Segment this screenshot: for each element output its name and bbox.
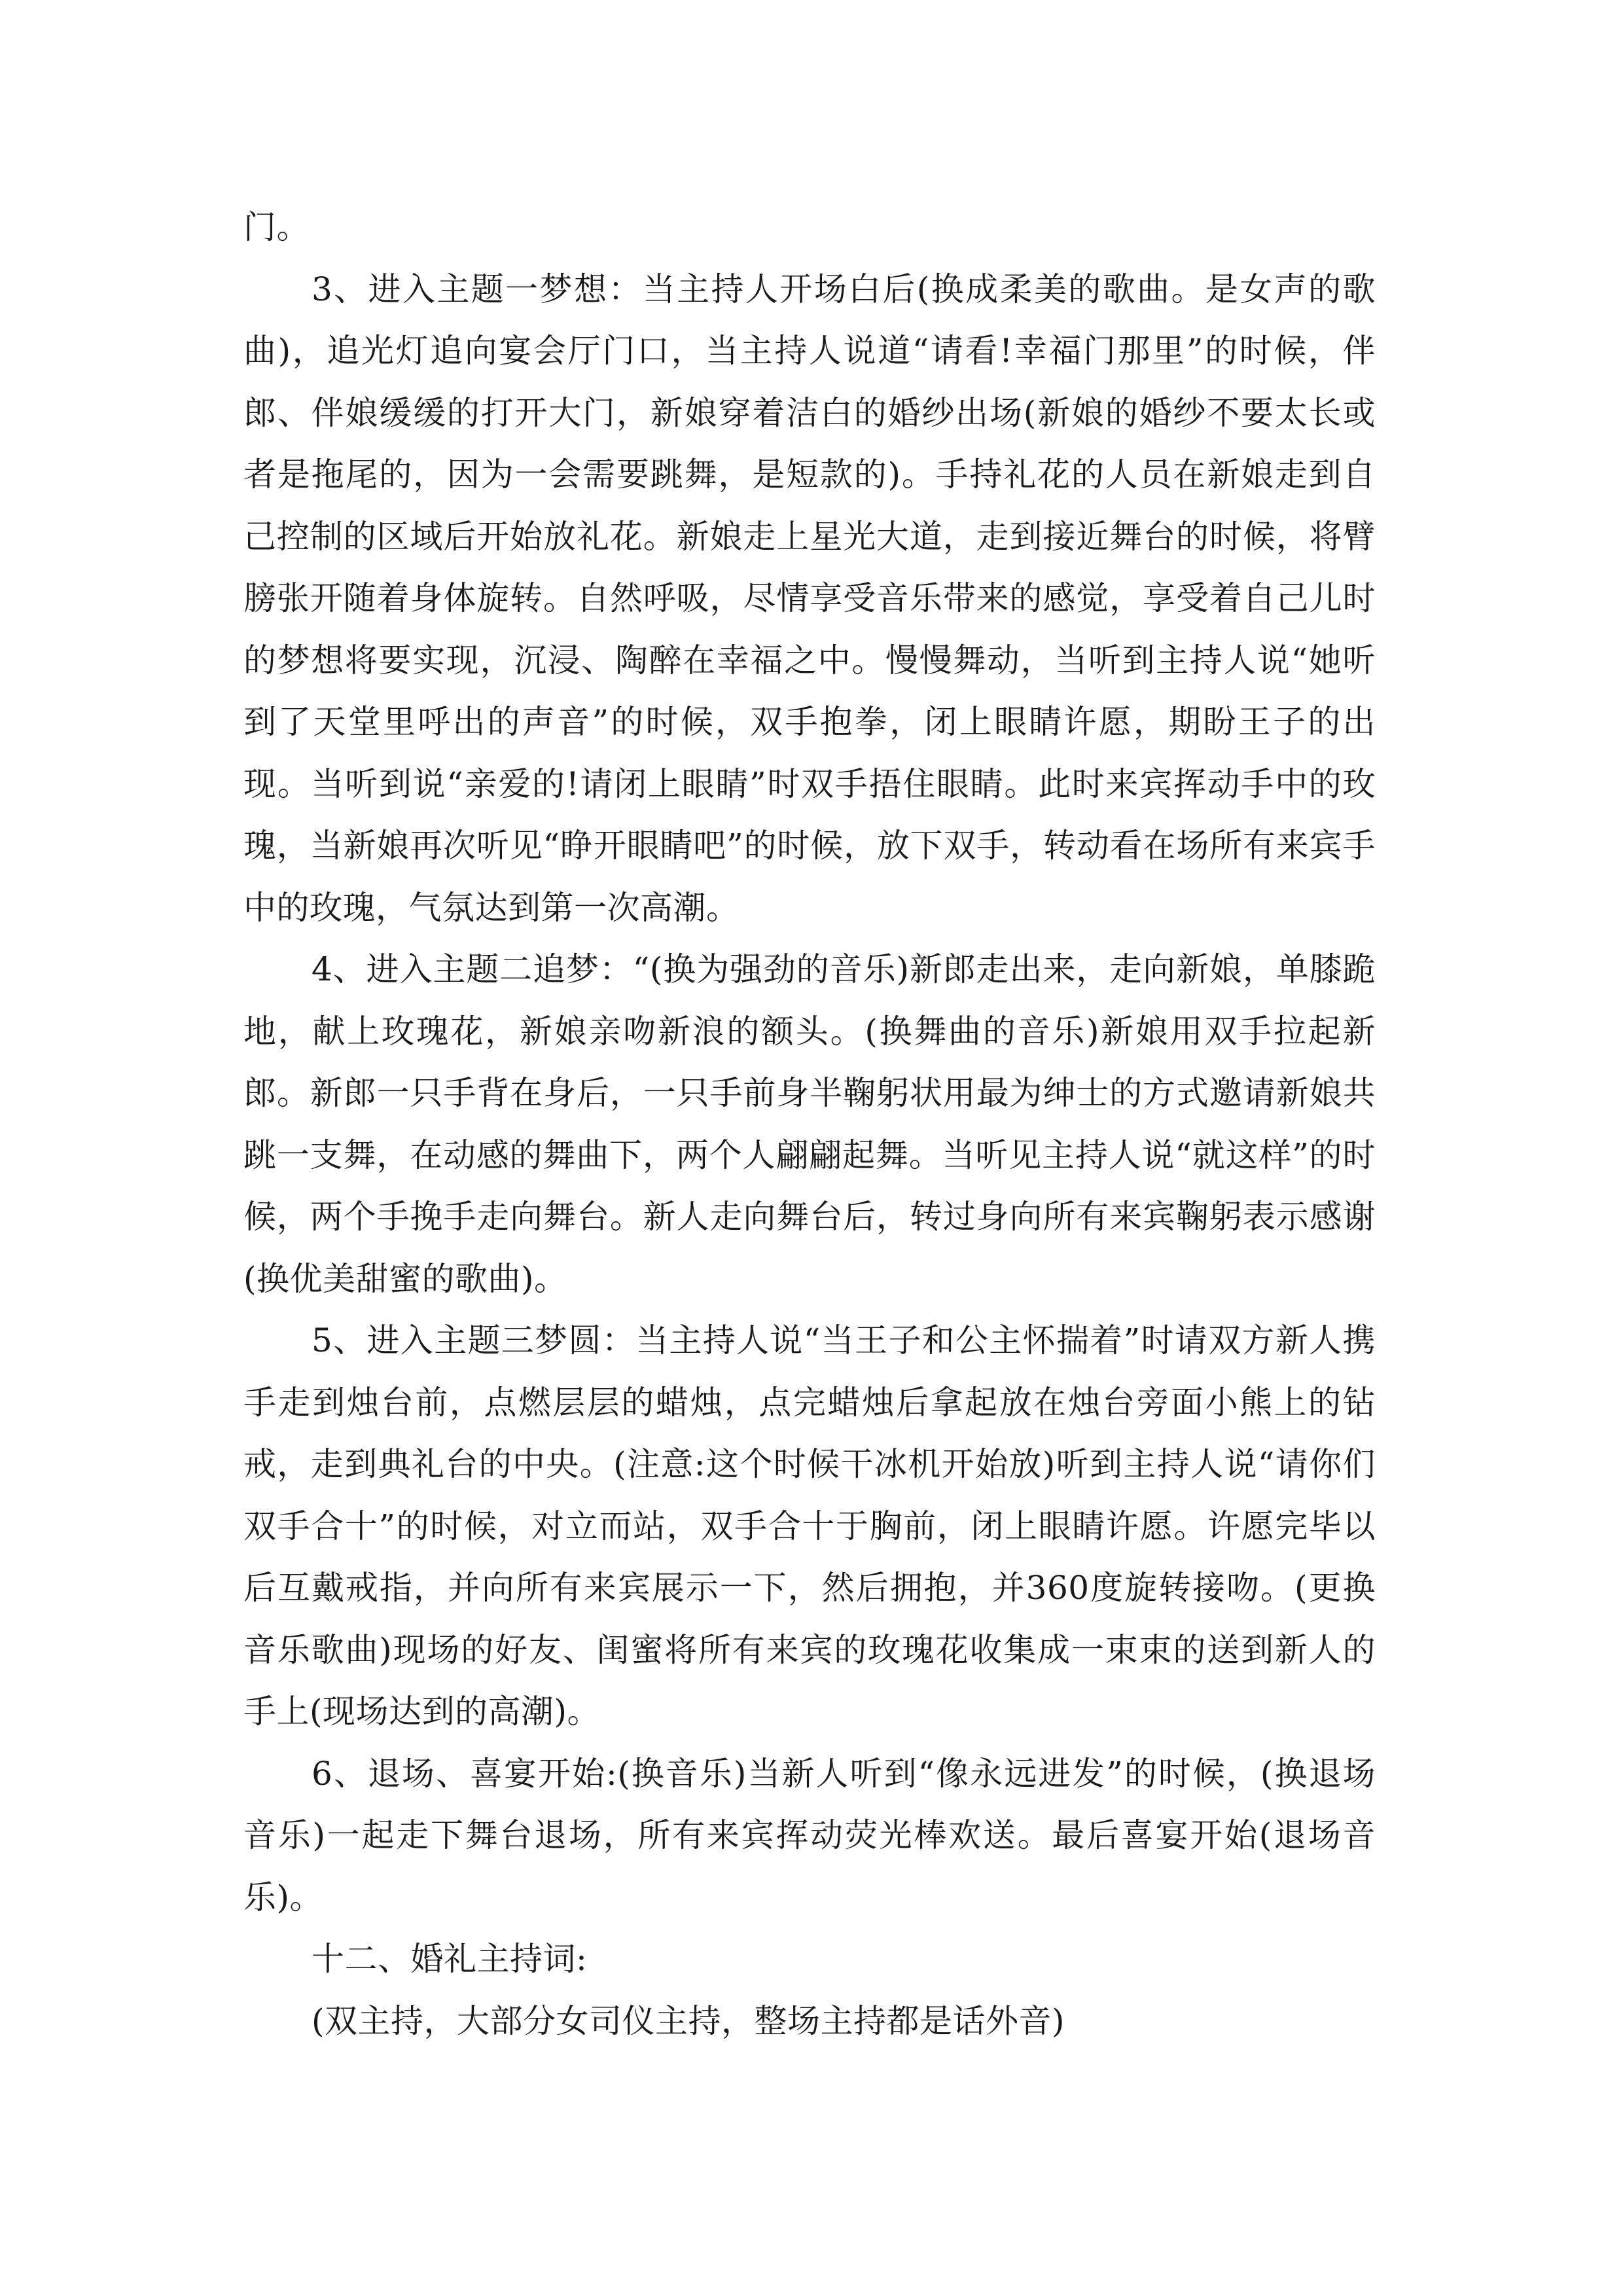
document-body xyxy=(243,196,1376,2052)
paragraph-theme-chase-dream: 4、进入主题二追梦：“(换为强劲的音乐)新郎走出来，走向新娘，单膝跪地，献上玫瑰花，新娘亲吻新浪的额头。(换舞曲的音乐)新娘用双手拉起新郎。新郎一只手背在身后，一只手前身半鞠躬状用最为绅士的方式邀请新娘共跳一支舞，在动感的舞曲下，两个人翩翩起舞。当听见主持人说“就这样”的时候，两个手挽手走向舞台。新人走向舞台后，转过身向所有来宾鞠躬表示感谢(换优美甜蜜的歌曲)。 xyxy=(243,950,1376,1298)
paragraph-continuation: 门。 xyxy=(243,208,310,246)
paragraph-exit-banquet: 6、退场、喜宴开始:(换音乐)当新人听到“像永远进发”的时候，(换退场音乐)一起走下舞台退场，所有来宾挥动荧光棒欢送。最后喜宴开始(退场音乐)。 xyxy=(243,1754,1376,1916)
section-heading-host-script: 十二、婚礼主持词: xyxy=(312,1940,588,1978)
paragraph-host-note: (双主持，大部分女司仪主持，整场主持都是话外音) xyxy=(312,2001,1065,2040)
paragraph-theme-dream-fulfilled: 5、进入主题三梦圆：当主持人说“当王子和公主怀揣着”时请双方新人携手走到烛台前，点燃层层的蜡烛，点完蜡烛后拿起放在烛台旁面小熊上的钻戒，走到典礼台的中央。(注意:这个时候干冰机开始放)听到主持人说“请你们双手合十”的时候，对立而站，双手合十于胸前，闭上眼睛许愿。许愿完毕以后互戴戒指，并向所有来宾展示一下，然后拥抱，并360度旋转接吻。(更换音乐歌曲)现场的好友、闺蜜将所有来宾的玫瑰花收集成一束束的送到新人的手上(现场达到的高潮)。 xyxy=(243,1321,1376,1731)
paragraph-theme-dream: 3、进入主题一梦想：当主持人开场白后(换成柔美的歌曲。是女声的歌曲)，追光灯追向宴会厅门口，当主持人说道“请看!幸福门那里”的时候，伴郎、伴娘缓缓的打开大门，新娘穿着洁白的婚纱出场(新娘的婚纱不要太长或者是拖尾的，因为一会需要跳舞，是短款的)。手持礼花的人员在新娘走到自己控制的区域后开始放礼花。新娘走上星光大道，走到接近舞台的时候，将臂膀张开随着身体旋转。自然呼吸，尽情享受音乐带来的感觉，享受着自己儿时的梦想将要实现，沉浸、陶醉在幸福之中。慢慢舞动，当听到主持人说“她听到了天堂里呼出的声音”的时候，双手抱拳，闭上眼睛许愿，期盼王子的出现。当听到说“亲爱的!请闭上眼睛”时双手捂住眼睛。此时来宾挥动手中的玫瑰，当新娘再次听见“睁开眼睛吧”的时候，放下双手，转动看在场所有来宾手中的玫瑰，气氛达到第一次高潮。 xyxy=(243,270,1376,927)
